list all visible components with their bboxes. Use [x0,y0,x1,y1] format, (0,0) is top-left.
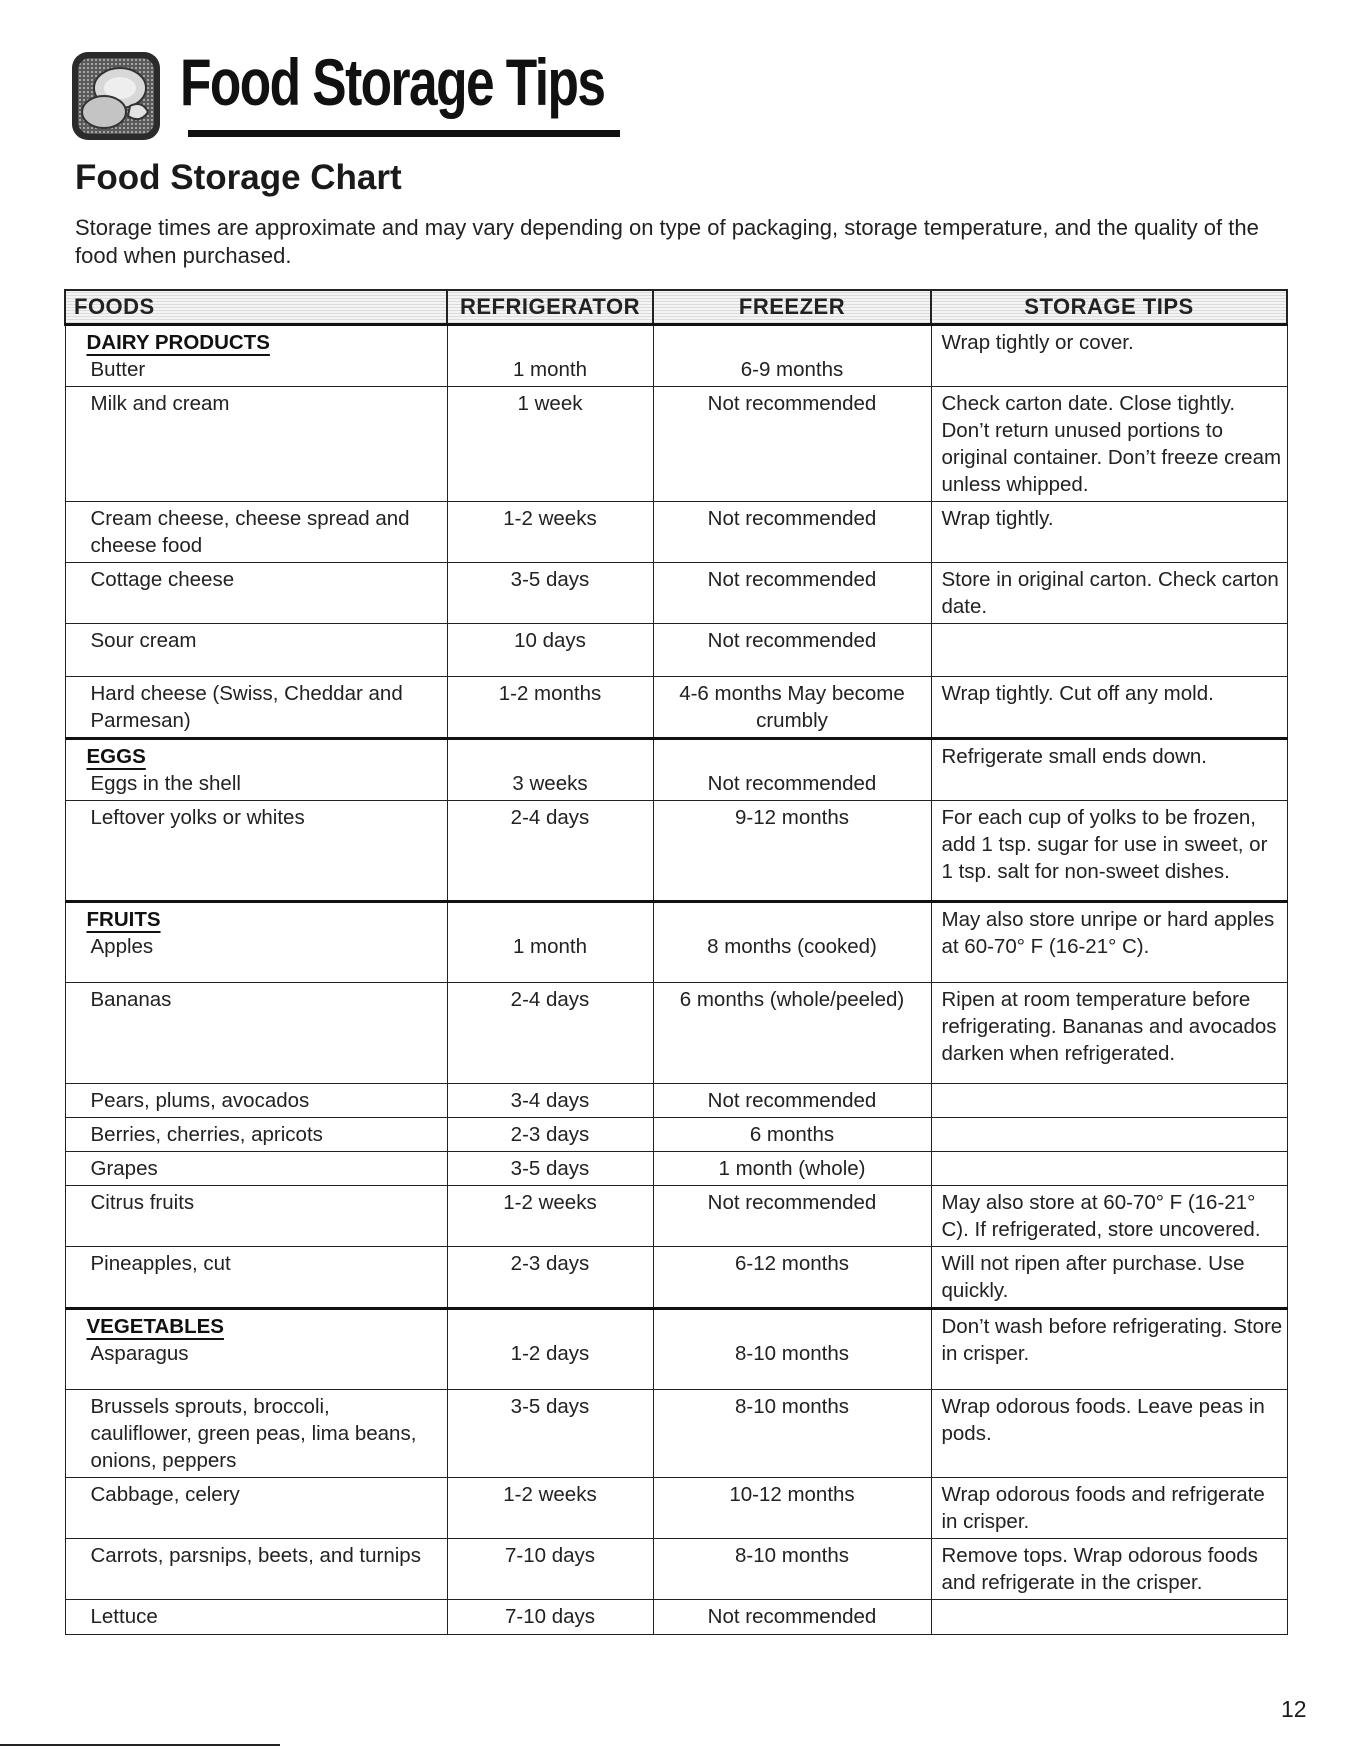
storage-tip-text: Remove tops. Wrap odorous foods and refrigerate in the crisper. [941,1544,1258,1594]
refrigerator-time-text: 7-10 days [504,1605,596,1628]
storage-tip-cell [931,1309,1287,1390]
table-row [65,1309,1287,1390]
refrigerator-time-text: 3-5 days [510,1395,590,1418]
food-cell [65,1247,447,1309]
storage-tip-text: Don’t wash before refrigerating. Store in crisper. [941,1315,1283,1365]
table-row [65,902,1287,983]
refrigerator-time-text: 3 weeks [512,772,588,795]
refrigerator-time-cell [447,1152,653,1186]
refrigerator-time-cell [447,1186,653,1247]
food-name: Pineapples, cut [90,1252,231,1275]
refrigerator-time-cell [447,1478,653,1539]
table-row [65,624,1287,677]
food-cell [65,1152,447,1186]
food-cell [65,1309,447,1390]
storage-tip-cell [931,1186,1287,1247]
storage-tip-cell [931,325,1287,387]
refrigerator-time-cell [447,325,653,387]
storage-tip-text: May also store at 60-70° F (16-21° C). If refrigerated, store uncovered. [941,1191,1261,1241]
table-row [65,1084,1287,1118]
freezer-time-text: 6 months (whole/peeled) [679,988,905,1011]
refrigerator-time-text: 3-5 days [510,1157,590,1180]
food-name: Asparagus [90,1342,189,1365]
storage-tip-text: Wrap tightly or cover. [941,331,1134,354]
category-label: FRUITS [86,908,161,931]
refrigerator-time-cell [447,563,653,624]
column-header-refrigerator: REFRIGERATOR [447,290,653,325]
food-cell [65,1390,447,1478]
table-row [65,563,1287,624]
refrigerator-time-text: 1-2 weeks [503,1483,597,1506]
freezer-time-text: 8-10 months [735,1544,849,1567]
table-body [65,325,1287,1635]
table-row [65,325,1287,387]
freezer-time-text: Not recommended [707,507,877,530]
storage-tip-text: Store in original carton. Check carton date. [941,568,1279,618]
freezer-time-cell [653,902,931,983]
freezer-time-cell [653,1309,931,1390]
food-name: Pears, plums, avocados [90,1089,310,1112]
refrigerator-time-text: 2-4 days [510,806,590,829]
refrigerator-time-text: 1-2 weeks [503,1191,597,1214]
food-name: Carrots, parsnips, beets, and turnips [90,1544,421,1567]
storage-tip-cell [931,563,1287,624]
freezer-time-cell [653,387,931,502]
refrigerator-time-text: 7-10 days [504,1544,596,1567]
table-row [65,983,1287,1084]
freezer-time-text: 8-10 months [735,1342,849,1365]
freezer-time-cell [653,563,931,624]
storage-tip-cell [931,1152,1287,1186]
food-cell [65,502,447,563]
food-name: Citrus fruits [90,1191,195,1214]
freezer-time-cell [653,1247,931,1309]
freezer-time-cell [653,739,931,801]
storage-tip-cell [931,1247,1287,1309]
table-row [65,801,1287,902]
refrigerator-time-cell [447,1118,653,1152]
table-row [65,1600,1287,1635]
page-number: 12 [1281,1696,1307,1722]
refrigerator-time-cell [447,1390,653,1478]
food-cell [65,1186,447,1247]
freezer-time-cell [653,1478,931,1539]
refrigerator-time-cell [447,1084,653,1118]
table-header-row [65,290,1287,325]
storage-tip-text: Refrigerate small ends down. [941,745,1207,768]
table-row [65,1186,1287,1247]
food-name: Leftover yolks or whites [90,806,305,829]
freezer-time-text: 6-9 months [740,358,844,381]
refrigerator-time-cell [447,902,653,983]
freezer-time-text: 9-12 months [735,806,849,829]
refrigerator-time-text: 10 days [514,629,586,652]
freezer-time-cell [653,1084,931,1118]
food-cell [65,801,447,902]
page-title: Food Storage Tips [180,45,605,119]
refrigerator-time-text: 3-5 days [510,568,590,591]
page-header [70,40,630,140]
freezer-time-text: 8 months (cooked) [707,935,877,958]
food-cell [65,325,447,387]
storage-tip-text: Wrap tightly. Cut off any mold. [941,682,1214,705]
storage-tip-cell [931,1600,1287,1635]
food-name: Eggs in the shell [90,772,241,795]
food-name: Bananas [90,988,172,1011]
storage-tip-text: May also store unripe or hard apples at 60-70° F (16-21° C). [941,908,1275,958]
food-cell [65,1084,447,1118]
freezer-time-cell [653,1118,931,1152]
storage-tip-cell [931,1118,1287,1152]
freezer-time-text: Not recommended [707,629,877,652]
storage-tip-text: Check carton date. Close tightly. Don’t return unused portions to original container. Don’t freeze cream unless whipped. [941,392,1282,496]
refrigerator-time-text: 1-2 days [510,1342,590,1365]
freezer-time-cell [653,624,931,677]
title-underline [188,130,620,137]
column-header-freezer: FREEZER [653,290,931,325]
freezer-time-cell [653,1152,931,1186]
food-bowl-icon [70,50,162,142]
food-name: Cabbage, celery [90,1483,240,1506]
food-name: Cream cheese, cheese spread and cheese food [90,507,410,557]
storage-tip-cell [931,502,1287,563]
table-row [65,1539,1287,1600]
table-row [65,1478,1287,1539]
food-name: Berries, cherries, apricots [90,1123,323,1146]
table-row [65,1390,1287,1478]
refrigerator-time-text: 1-2 weeks [503,507,597,530]
food-cell [65,387,447,502]
freezer-time-cell [653,325,931,387]
intro-text: Storage times are approximate and may vary depending on type of packaging, storage temperature, and the quality of the food when purchased. [75,215,1259,268]
storage-tip-text: Wrap tightly. [941,507,1054,530]
refrigerator-time-text: 1-2 months [498,682,602,705]
food-name: Butter [90,358,146,381]
table-row [65,502,1287,563]
freezer-time-text: Not recommended [707,1089,877,1112]
refrigerator-time-text: 1 month [512,935,588,958]
food-cell [65,563,447,624]
freezer-time-text: 10-12 months [729,1483,855,1506]
food-cell [65,1600,447,1635]
food-cell [65,624,447,677]
storage-tip-cell [931,1478,1287,1539]
freezer-time-cell [653,1186,931,1247]
food-cell [65,902,447,983]
food-cell [65,739,447,801]
refrigerator-time-text: 3-4 days [510,1089,590,1112]
refrigerator-time-cell [447,1600,653,1635]
storage-tip-cell [931,1390,1287,1478]
freezer-time-text: Not recommended [707,392,877,415]
table-row [65,1118,1287,1152]
storage-tip-cell [931,902,1287,983]
table-row [65,1247,1287,1309]
freezer-time-text: 6 months [749,1123,835,1146]
table-row [65,387,1287,502]
freezer-time-text: Not recommended [707,1605,877,1628]
food-name: Brussels sprouts, broccoli, cauliflower, green peas, lima beans, onions, peppers [90,1395,417,1472]
storage-tip-text: Wrap odorous foods. Leave peas in pods. [941,1395,1265,1445]
table-row [65,739,1287,801]
food-name: Hard cheese (Swiss, Cheddar and Parmesan) [90,682,403,732]
freezer-time-text: 4-6 months May become crumbly [679,682,905,732]
table-row [65,1152,1287,1186]
category-label: DAIRY PRODUCTS [86,331,270,354]
refrigerator-time-cell [447,1539,653,1600]
refrigerator-time-cell [447,1247,653,1309]
food-name: Apples [90,935,154,958]
storage-tip-cell [931,801,1287,902]
refrigerator-time-cell [447,624,653,677]
freezer-time-cell [653,677,931,739]
refrigerator-time-cell [447,1309,653,1390]
freezer-time-text: 1 month (whole) [718,1157,866,1180]
food-cell [65,1478,447,1539]
freezer-time-text: 8-10 months [735,1395,849,1418]
storage-tip-text: Wrap odorous foods and refrigerate in crisper. [941,1483,1265,1533]
food-name: Lettuce [90,1605,158,1628]
refrigerator-time-text: 2-3 days [510,1252,590,1275]
refrigerator-time-cell [447,801,653,902]
storage-tip-cell [931,1539,1287,1600]
food-cell [65,677,447,739]
refrigerator-time-cell [447,677,653,739]
freezer-time-text: Not recommended [707,772,877,795]
footer-rule [0,1744,280,1746]
freezer-time-cell [653,983,931,1084]
category-label: VEGETABLES [86,1315,224,1338]
refrigerator-time-text: 1 month [512,358,588,381]
freezer-time-cell [653,801,931,902]
refrigerator-time-cell [447,739,653,801]
refrigerator-time-text: 1 week [517,392,583,415]
storage-tip-cell [931,739,1287,801]
storage-tip-cell [931,1084,1287,1118]
refrigerator-time-cell [447,983,653,1084]
table-row [65,677,1287,739]
freezer-time-text: Not recommended [707,1191,877,1214]
food-cell [65,1118,447,1152]
freezer-time-cell [653,1390,931,1478]
storage-tip-cell [931,624,1287,677]
food-cell [65,1539,447,1600]
column-header-foods: FOODS [65,290,447,325]
category-label: EGGS [86,745,146,768]
storage-tip-text: Will not ripen after purchase. Use quickly. [941,1252,1245,1302]
food-name: Grapes [90,1157,158,1180]
food-name: Cottage cheese [90,568,235,591]
column-header-storage-tips: STORAGE TIPS [931,290,1287,325]
storage-tip-cell [931,677,1287,739]
storage-tip-text: Ripen at room temperature before refrigerating. Bananas and avocados darken when refrigerated. [941,988,1277,1065]
food-name: Milk and cream [90,392,230,415]
storage-tip-text: For each cup of yolks to be frozen, add 1 tsp. sugar for use in sweet, or 1 tsp. salt for non-sweet dishes. [941,806,1268,883]
refrigerator-time-cell [447,387,653,502]
freezer-time-text: 6-12 months [735,1252,849,1275]
storage-tip-cell [931,983,1287,1084]
refrigerator-time-text: 2-4 days [510,988,590,1011]
freezer-time-text: Not recommended [707,568,877,591]
freezer-time-cell [653,502,931,563]
storage-tip-cell [931,387,1287,502]
food-cell [65,983,447,1084]
section-title: Food Storage Chart [75,158,402,197]
freezer-time-cell [653,1539,931,1600]
freezer-time-cell [653,1600,931,1635]
refrigerator-time-text: 2-3 days [510,1123,590,1146]
refrigerator-time-cell [447,502,653,563]
food-storage-table [64,289,1288,1635]
food-name: Sour cream [90,629,197,652]
